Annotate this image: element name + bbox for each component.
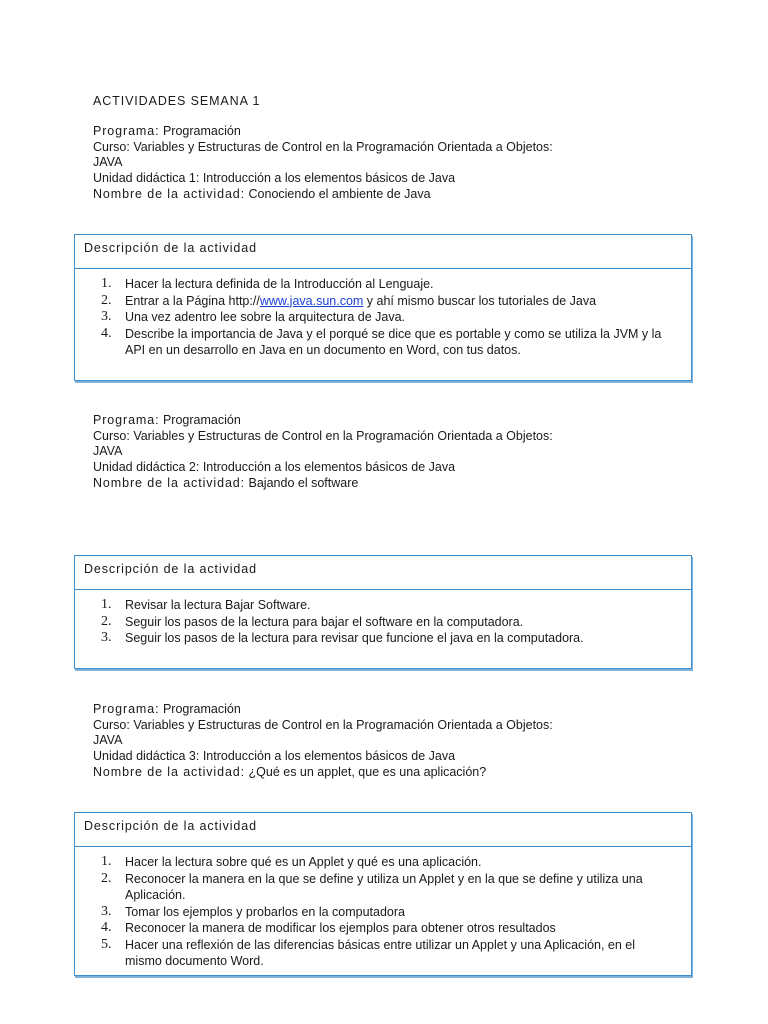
list-item (75, 614, 691, 631)
curso-label: Curso: (93, 428, 130, 443)
unidad-line (93, 171, 693, 187)
curso-label: Curso: (93, 139, 130, 154)
unidad-line (93, 460, 693, 476)
activity-1-description-box (74, 234, 692, 381)
nombre-label: Nombre de la actividad: (93, 186, 246, 201)
activity-2-description-box (74, 555, 692, 669)
step-number: 2. (101, 870, 112, 886)
step-number: 1. (101, 276, 112, 291)
description-header: Descripción de la actividad (75, 813, 691, 847)
curso-continuation: JAVA (93, 444, 123, 459)
step-number: 3. (101, 630, 112, 645)
step-number: 4. (101, 920, 112, 935)
activity-1-meta (93, 124, 693, 203)
list-item (75, 920, 691, 937)
list-item (75, 937, 691, 970)
steps-list (75, 590, 691, 647)
curso-value: Variables y Estructuras de Control en la Programación Orientada a Objetos: (133, 139, 553, 154)
activity-3-description-box (74, 812, 692, 976)
nombre-line (93, 765, 693, 781)
list-item (75, 904, 691, 921)
curso-value: Variables y Estructuras de Control en la Programación Orientada a Objetos: (133, 717, 553, 732)
programa-value: Programación (162, 413, 241, 427)
description-header: Descripción de la actividad (75, 235, 691, 269)
nombre-value: Bajando el software (248, 475, 359, 490)
unidad-value: Introducción a los elementos básicos de Java (202, 171, 456, 186)
step-text-cont: y ahí mismo buscar los tutoriales de Java (363, 293, 597, 308)
step-number: 1. (101, 597, 112, 612)
unidad-label: Unidad didáctica (93, 171, 186, 186)
step-text: Una vez adentro lee sobre la arquitectura de Java. (125, 310, 406, 324)
programa-value: Programación (162, 702, 241, 716)
curso-continuation: JAVA (93, 733, 123, 748)
programa-line (93, 413, 693, 429)
list-item (75, 326, 691, 359)
curso-value: Variables y Estructuras de Control en la Programación Orientada a Objetos: (133, 428, 553, 443)
nombre-value: ¿Qué es un applet, que es una aplicación? (248, 764, 487, 779)
unidad-label: Unidad didáctica (93, 749, 186, 764)
nombre-line (93, 476, 693, 492)
nombre-line (93, 187, 693, 203)
curso-continuation: JAVA (93, 155, 123, 170)
step-text: Revisar la lectura Bajar Software. (125, 598, 311, 612)
programa-line (93, 702, 693, 718)
step-number: 1. (101, 854, 112, 869)
step-text: Entrar a la Página http:// (125, 293, 260, 308)
step-number: 4. (101, 325, 112, 341)
programa-label: Programa: (93, 124, 160, 138)
java-sun-link[interactable]: www.java.sun.com (259, 293, 364, 308)
step-number: 2. (101, 613, 112, 629)
steps-list (75, 847, 691, 970)
programa-line (93, 124, 693, 140)
unidad-number: 1: (188, 171, 200, 186)
unidad-label: Unidad didáctica (93, 460, 186, 475)
step-text: Hacer la lectura definida de la Introducción al Lenguaje. (125, 277, 434, 291)
curso-line (93, 718, 693, 734)
step-text: Reconocer la manera en la que se define y utiliza un Applet y en la que se define y utiliza una Aplicación. (125, 871, 643, 902)
programa-value: Programación (162, 124, 241, 138)
step-text: Reconocer la manera de modificar los ejemplos para obtener otros resultados (125, 921, 556, 935)
curso-label: Curso: (93, 717, 130, 732)
unidad-number: 3: (188, 749, 200, 764)
unidad-value: Introducción a los elementos básicos de Java (202, 749, 456, 764)
list-item (75, 871, 691, 904)
step-text: Describe la importancia de Java y el porqué se dice que es portable y como se utiliza la JVM y la API en un desarrollo en Java en un documento en Word, con tus datos. (125, 326, 662, 357)
step-number: 2. (101, 292, 112, 308)
nombre-label: Nombre de la actividad: (93, 475, 246, 490)
description-header: Descripción de la actividad (75, 556, 691, 590)
unidad-line (93, 749, 693, 765)
unidad-number: 2: (188, 460, 200, 475)
step-text: Tomar los ejemplos y probarlos en la computadora (125, 904, 405, 919)
activity-3-meta (93, 702, 693, 781)
step-number: 5. (101, 936, 112, 952)
curso-line (93, 429, 693, 445)
activity-2-meta (93, 413, 693, 492)
step-text: Hacer la lectura sobre qué es un Applet y qué es una aplicación. (125, 855, 482, 869)
steps-list (75, 269, 691, 359)
nombre-label: Nombre de la actividad: (93, 764, 246, 779)
programa-label: Programa: (93, 702, 160, 716)
list-item (75, 854, 691, 871)
nombre-value: Conociendo el ambiente de Java (248, 186, 431, 201)
curso-line (93, 140, 693, 156)
list-item (75, 630, 691, 647)
list-item (75, 293, 691, 310)
list-item (75, 309, 691, 326)
step-number: 3. (101, 309, 112, 324)
step-text: Seguir los pasos de la lectura para revisar que funcione el java en la computadora. (125, 631, 584, 645)
step-number: 3. (101, 903, 112, 919)
step-text: Seguir los pasos de la lectura para bajar el software en la computadora. (125, 614, 524, 629)
step-text: Hacer una reflexión de las diferencias básicas entre utilizar un Applet y una Aplicación, en el mismo documento Word. (125, 937, 636, 968)
list-item (75, 597, 691, 614)
list-item (75, 276, 691, 293)
unidad-value: Introducción a los elementos básicos de Java (202, 460, 456, 475)
document-title: ACTIVIDADES SEMANA 1 (93, 94, 261, 108)
programa-label: Programa: (93, 413, 160, 427)
